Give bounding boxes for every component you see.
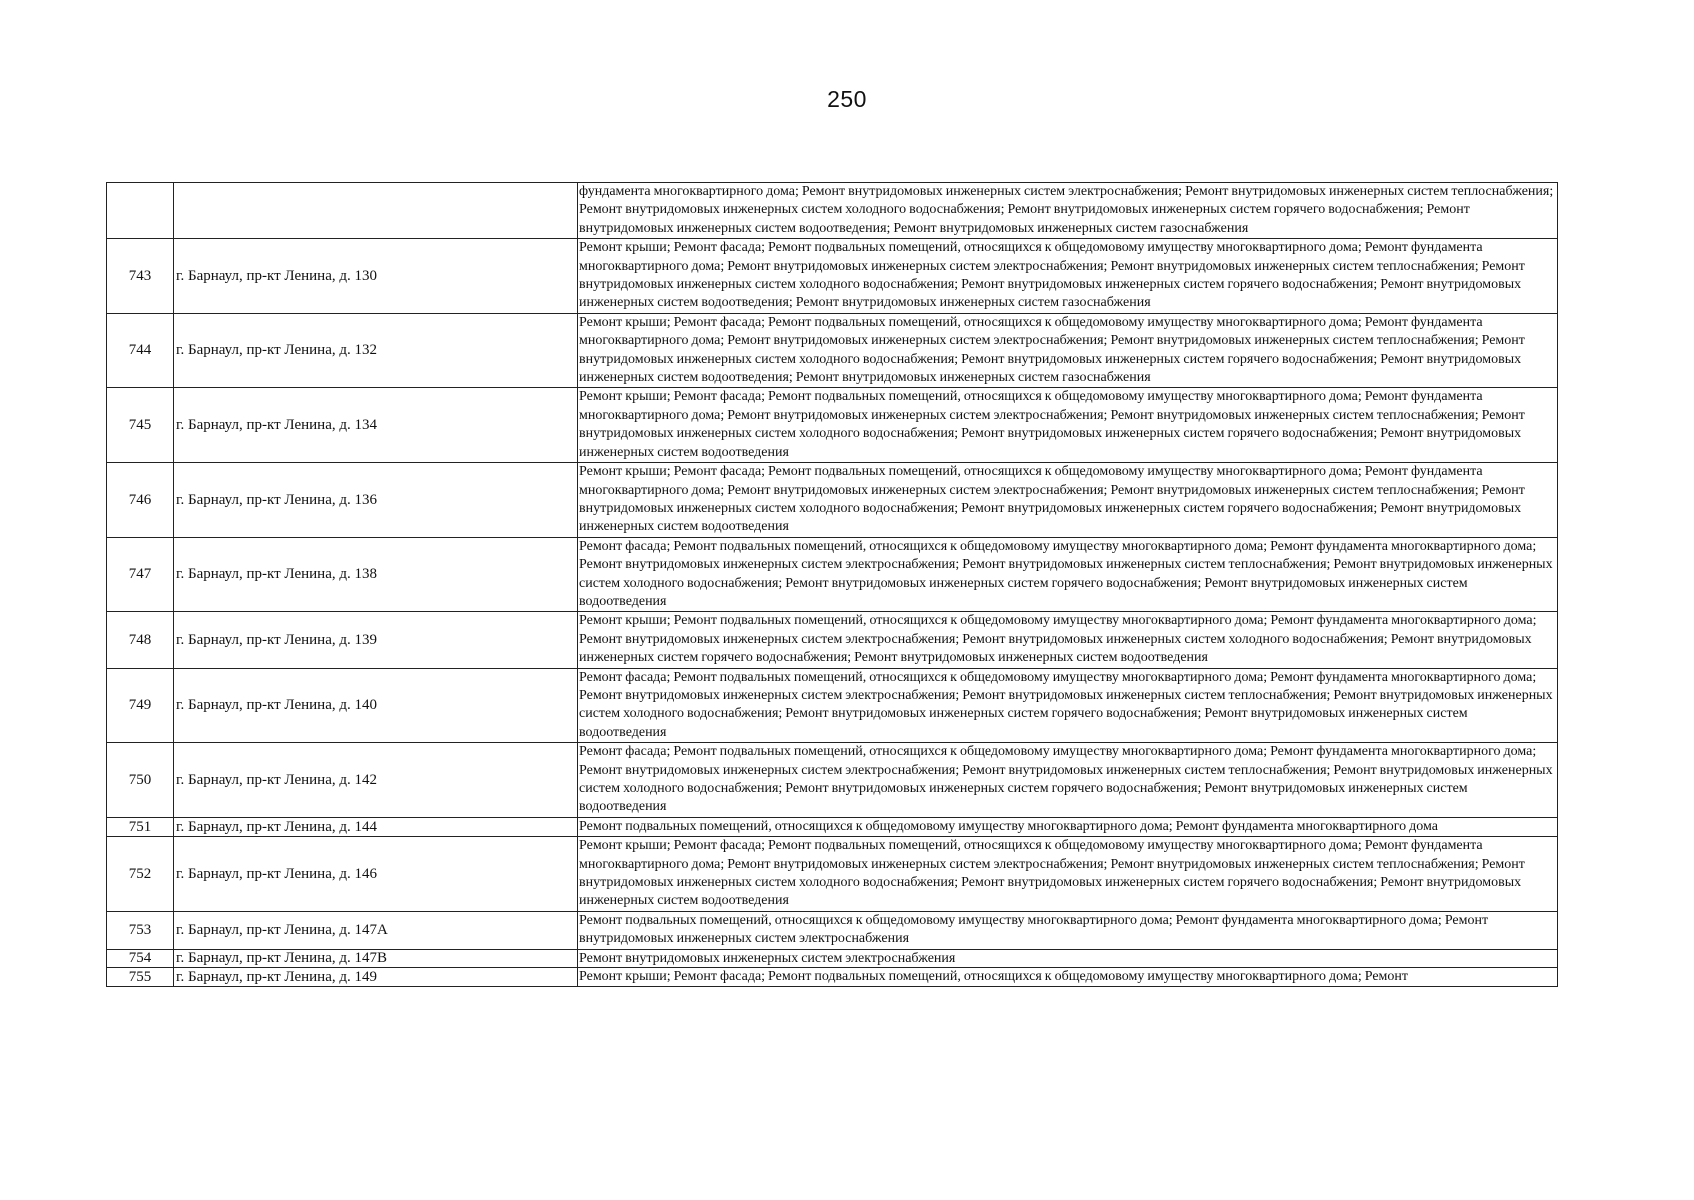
row-address: г. Барнаул, пр-кт Ленина, д. 147А [174,911,578,949]
row-address [174,183,578,239]
table-row [107,239,1558,314]
row-number: 749 [107,668,174,743]
row-address: г. Барнаул, пр-кт Ленина, д. 139 [174,612,578,668]
row-number: 746 [107,463,174,538]
row-works [578,967,1558,986]
row-works: Ремонт фасада; Ремонт подвальных помещений, относящихся к общедомовому имуществу многоквартирного дома; Ремонт фундамента многоквартирного дома; Ремонт внутридомовых инженерных систем электроснабжения; Ремонт внутридомовых инженерных систем теплоснабжения; Ремонт внутридомовых инженерных систем холодного водоснабжения; Ремонт внутридомовых инженерных систем горячего водоснабжения; Ремонт внутридомовых инженерных систем водоотведения [578,668,1558,743]
row-number: 750 [107,743,174,818]
row-address: г. Барнаул, пр-кт Ленина, д. 136 [174,463,578,538]
row-number: 753 [107,911,174,949]
row-address: г. Барнаул, пр-кт Ленина, д. 138 [174,537,578,612]
row-address: г. Барнаул, пр-кт Ленина, д. 142 [174,743,578,818]
table-row [107,463,1558,538]
row-number: 744 [107,313,174,388]
row-works: Ремонт крыши; Ремонт подвальных помещений, относящихся к общедомовому имуществу многоквартирного дома; Ремонт фундамента многоквартирного дома; Ремонт внутридомовых инженерных систем электроснабжения; Ремонт внутридомовых инженерных систем холодного водоснабжения; Ремонт внутридомовых инженерных систем горячего водоснабжения; Ремонт внутридомовых инженерных систем водоотведения [578,612,1558,668]
row-works: Ремонт крыши; Ремонт фасада; Ремонт подвальных помещений, относящихся к общедомовому имуществу многоквартирного дома; Ремонт фундамента многоквартирного дома; Ремонт внутридомовых инженерных систем электроснабжения; Ремонт внутридомовых инженерных систем теплоснабжения; Ремонт внутридомовых инженерных систем холодного водоснабжения; Ремонт внутридомовых инженерных систем горячего водоснабжения; Ремонт внутридомовых инженерных систем водоотведения; Ремонт внутридомовых инженерных систем газоснабжения [578,313,1558,388]
row-number: 743 [107,239,174,314]
table-row [107,949,1558,967]
table-row [107,911,1558,949]
row-number: 755 [107,967,174,986]
row-number: 747 [107,537,174,612]
table-row [107,668,1558,743]
page-number: 250 [827,86,867,112]
row-number: 754 [107,949,174,967]
row-address: г. Барнаул, пр-кт Ленина, д. 149 [174,967,578,986]
row-address: г. Барнаул, пр-кт Ленина, д. 146 [174,837,578,912]
row-works: Ремонт внутридомовых инженерных систем электроснабжения [578,949,1558,967]
row-number [107,183,174,239]
row-address: г. Барнаул, пр-кт Ленина, д. 134 [174,388,578,463]
table-row [107,612,1558,668]
row-number: 748 [107,612,174,668]
table-row [107,537,1558,612]
row-works: Ремонт крыши; Ремонт фасада; Ремонт подвальных помещений, относящихся к общедомовому имуществу многоквартирного дома; Ремонт фундамента многоквартирного дома; Ремонт внутридомовых инженерных систем электроснабжения; Ремонт внутридомовых инженерных систем теплоснабжения; Ремонт внутридомовых инженерных систем холодного водоснабжения; Ремонт внутридомовых инженерных систем горячего водоснабжения; Ремонт внутридомовых инженерных систем водоотведения [578,837,1558,912]
row-works: Ремонт фасада; Ремонт подвальных помещений, относящихся к общедомовому имуществу многоквартирного дома; Ремонт фундамента многоквартирного дома; Ремонт внутридомовых инженерных систем электроснабжения; Ремонт внутридомовых инженерных систем теплоснабжения; Ремонт внутридомовых инженерных систем холодного водоснабжения; Ремонт внутридомовых инженерных систем горячего водоснабжения; Ремонт внутридомовых инженерных систем водоотведения [578,743,1558,818]
row-works: Ремонт крыши; Ремонт фасада; Ремонт подвальных помещений, относящихся к общедомовому имуществу многоквартирного дома; Ремонт фундамента многоквартирного дома; Ремонт внутридомовых инженерных систем электроснабжения; Ремонт внутридомовых инженерных систем теплоснабжения; Ремонт внутридомовых инженерных систем холодного водоснабжения; Ремонт внутридомовых инженерных систем горячего водоснабжения; Ремонт внутридомовых инженерных систем водоотведения [578,463,1558,538]
table-row [107,837,1558,912]
row-works: Ремонт крыши; Ремонт фасада; Ремонт подвальных помещений, относящихся к общедомовому имуществу многоквартирного дома; Ремонт фундамента многоквартирного дома; Ремонт внутридомовых инженерных систем электроснабжения; Ремонт внутридомовых инженерных систем теплоснабжения; Ремонт внутридомовых инженерных систем холодного водоснабжения; Ремонт внутридомовых инженерных систем горячего водоснабжения; Ремонт внутридомовых инженерных систем водоотведения [578,388,1558,463]
table-row [107,743,1558,818]
row-address: г. Барнаул, пр-кт Ленина, д. 144 [174,817,578,836]
row-address: г. Барнаул, пр-кт Ленина, д. 147В [174,949,578,967]
row-works: фундамента многоквартирного дома; Ремонт внутридомовых инженерных систем электроснабжения; Ремонт внутридомовых инженерных систем теплоснабжения; Ремонт внутридомовых инженерных систем холодного водоснабжения; Ремонт внутридомовых инженерных систем горячего водоснабжения; Ремонт внутридомовых инженерных систем водоотведения; Ремонт внутридомовых инженерных систем газоснабжения [578,183,1558,239]
row-works: Ремонт подвальных помещений, относящихся к общедомовому имуществу многоквартирного дома; Ремонт фундамента многоквартирного дома [578,817,1558,836]
row-number: 752 [107,837,174,912]
row-address: г. Барнаул, пр-кт Ленина, д. 140 [174,668,578,743]
table-row [107,183,1558,239]
row-works-text: Ремонт крыши; Ремонт фасада; Ремонт подвальных помещений, относящихся к общедомовому имуществу многоквартирного дома; Ремонт [579,968,1409,984]
repair-works-table [106,182,1558,987]
row-number: 745 [107,388,174,463]
row-works: Ремонт крыши; Ремонт фасада; Ремонт подвальных помещений, относящихся к общедомовому имуществу многоквартирного дома; Ремонт фундамента многоквартирного дома; Ремонт внутридомовых инженерных систем электроснабжения; Ремонт внутридомовых инженерных систем теплоснабжения; Ремонт внутридомовых инженерных систем холодного водоснабжения; Ремонт внутридомовых инженерных систем горячего водоснабжения; Ремонт внутридомовых инженерных систем водоотведения; Ремонт внутридомовых инженерных систем газоснабжения [578,239,1558,314]
row-works: Ремонт фасада; Ремонт подвальных помещений, относящихся к общедомовому имуществу многоквартирного дома; Ремонт фундамента многоквартирного дома; Ремонт внутридомовых инженерных систем электроснабжения; Ремонт внутридомовых инженерных систем теплоснабжения; Ремонт внутридомовых инженерных систем холодного водоснабжения; Ремонт внутридомовых инженерных систем горячего водоснабжения; Ремонт внутридомовых инженерных систем водоотведения [578,537,1558,612]
row-works: Ремонт подвальных помещений, относящихся к общедомовому имуществу многоквартирного дома; Ремонт фундамента многоквартирного дома; Ремонт внутридомовых инженерных систем электроснабжения [578,911,1558,949]
row-address: г. Барнаул, пр-кт Ленина, д. 132 [174,313,578,388]
row-number: 751 [107,817,174,836]
table-row [107,313,1558,388]
row-address: г. Барнаул, пр-кт Ленина, д. 130 [174,239,578,314]
table-row [107,388,1558,463]
table-row [107,817,1558,836]
table-row [107,967,1558,986]
